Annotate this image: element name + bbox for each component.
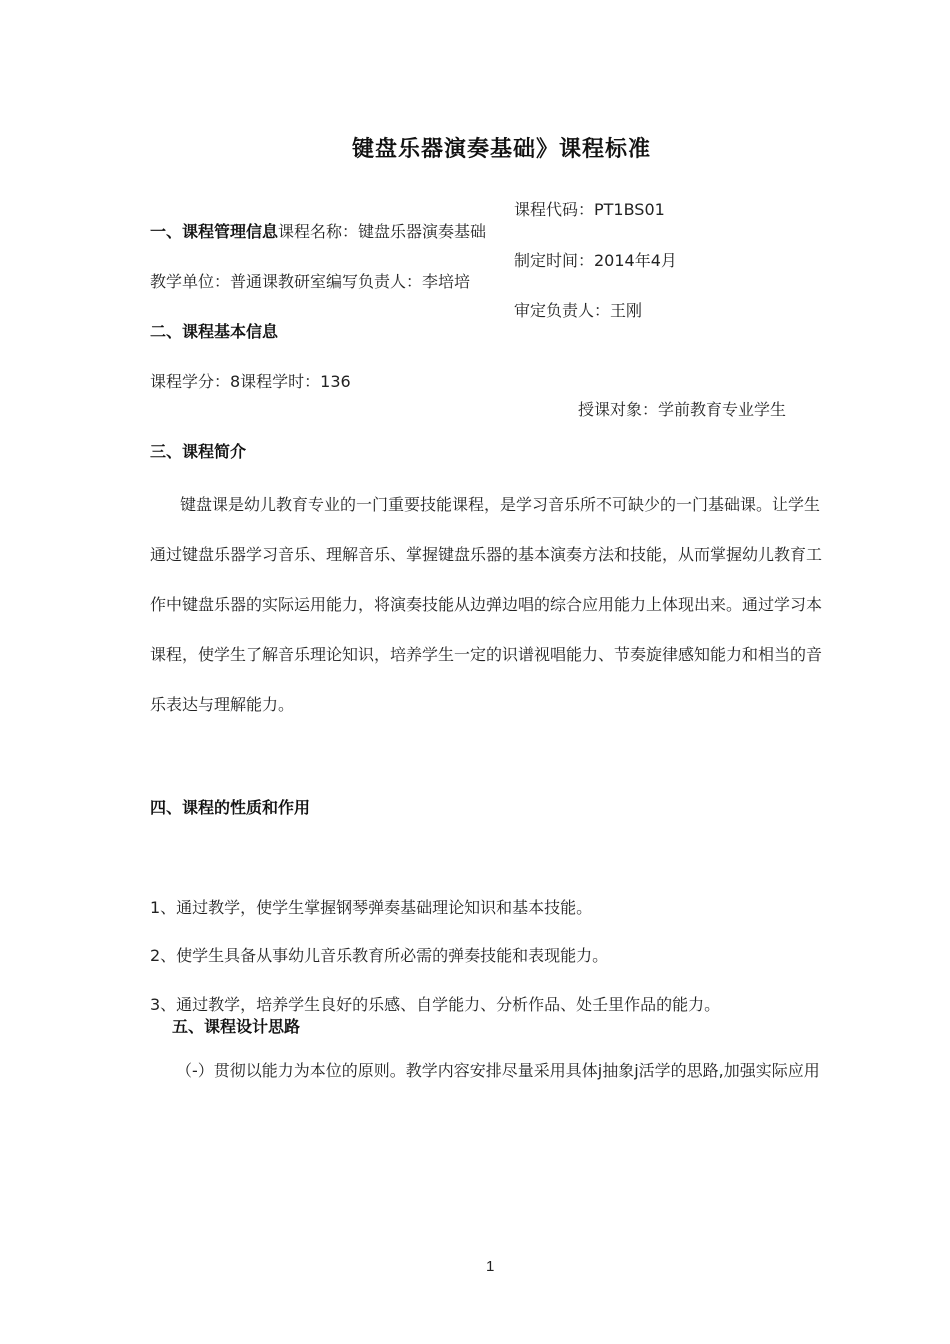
section5-heading: 五、课程设计思路: [172, 1017, 301, 1036]
design-principle-line: （-）贯彻以能力为本位的原则。教学内容安排尽量采用具体j抽象j活学的思路,加强实际应用: [176, 1061, 820, 1080]
teaching-unit: 教学单位：普通课教研室编写负责人：李培培: [150, 272, 471, 291]
creation-date: 制定时间：2014年4月: [514, 251, 677, 270]
document-title: 键盘乐器演奏基础》课程标准: [352, 137, 652, 162]
reviewer: 审定负责人：王刚: [514, 301, 643, 320]
page-number: 1: [486, 1258, 495, 1275]
course-name: 课程名称：键盘乐器演奏基础: [278, 222, 487, 241]
intro-line: 通过键盘乐器学习音乐、理解音乐、掌握键盘乐器的基本演奏方法和技能，从而掌握幼儿教育工: [150, 545, 823, 564]
intro-line: 课程，使学生了解音乐理论知识，培养学生一定的识谱视唱能力、节奏旋律感知能力和相当的音: [150, 645, 823, 664]
course-code: 课程代码：PT1BS01: [514, 200, 665, 219]
list-item: 1、通过教学，使学生掌握钢琴弹奏基础理论知识和基本技能。: [150, 898, 593, 917]
section4-heading: 四、课程的性质和作用: [150, 798, 311, 817]
course-credits: 课程学分：8课程学时：136: [150, 372, 351, 391]
list-item: 3、通过教学，培养学生良好的乐感、自学能力、分析作品、处壬里作品的能力。: [150, 995, 721, 1014]
section3-heading: 三、课程简介: [150, 442, 247, 461]
section1-heading: 一、课程管理信息: [150, 222, 279, 241]
course-audience: 授课对象：学前教育专业学生: [578, 400, 787, 419]
section1-line: [150, 222, 486, 242]
intro-line: 作中键盘乐器的实际运用能力，将演奏技能从边弹边唱的综合应用能力上体现出来。通过学习本: [150, 595, 823, 614]
intro-line: 键盘课是幼儿教育专业的一门重要技能课程，是学习音乐所不可缺少的一门基础课。让学生: [180, 495, 821, 514]
section2-heading: 二、课程基本信息: [150, 322, 279, 341]
intro-line: 乐表达与理解能力。: [150, 695, 295, 714]
list-item: 2、使学生具备从事幼儿音乐教育所必需的弹奏技能和表现能力。: [150, 946, 609, 965]
